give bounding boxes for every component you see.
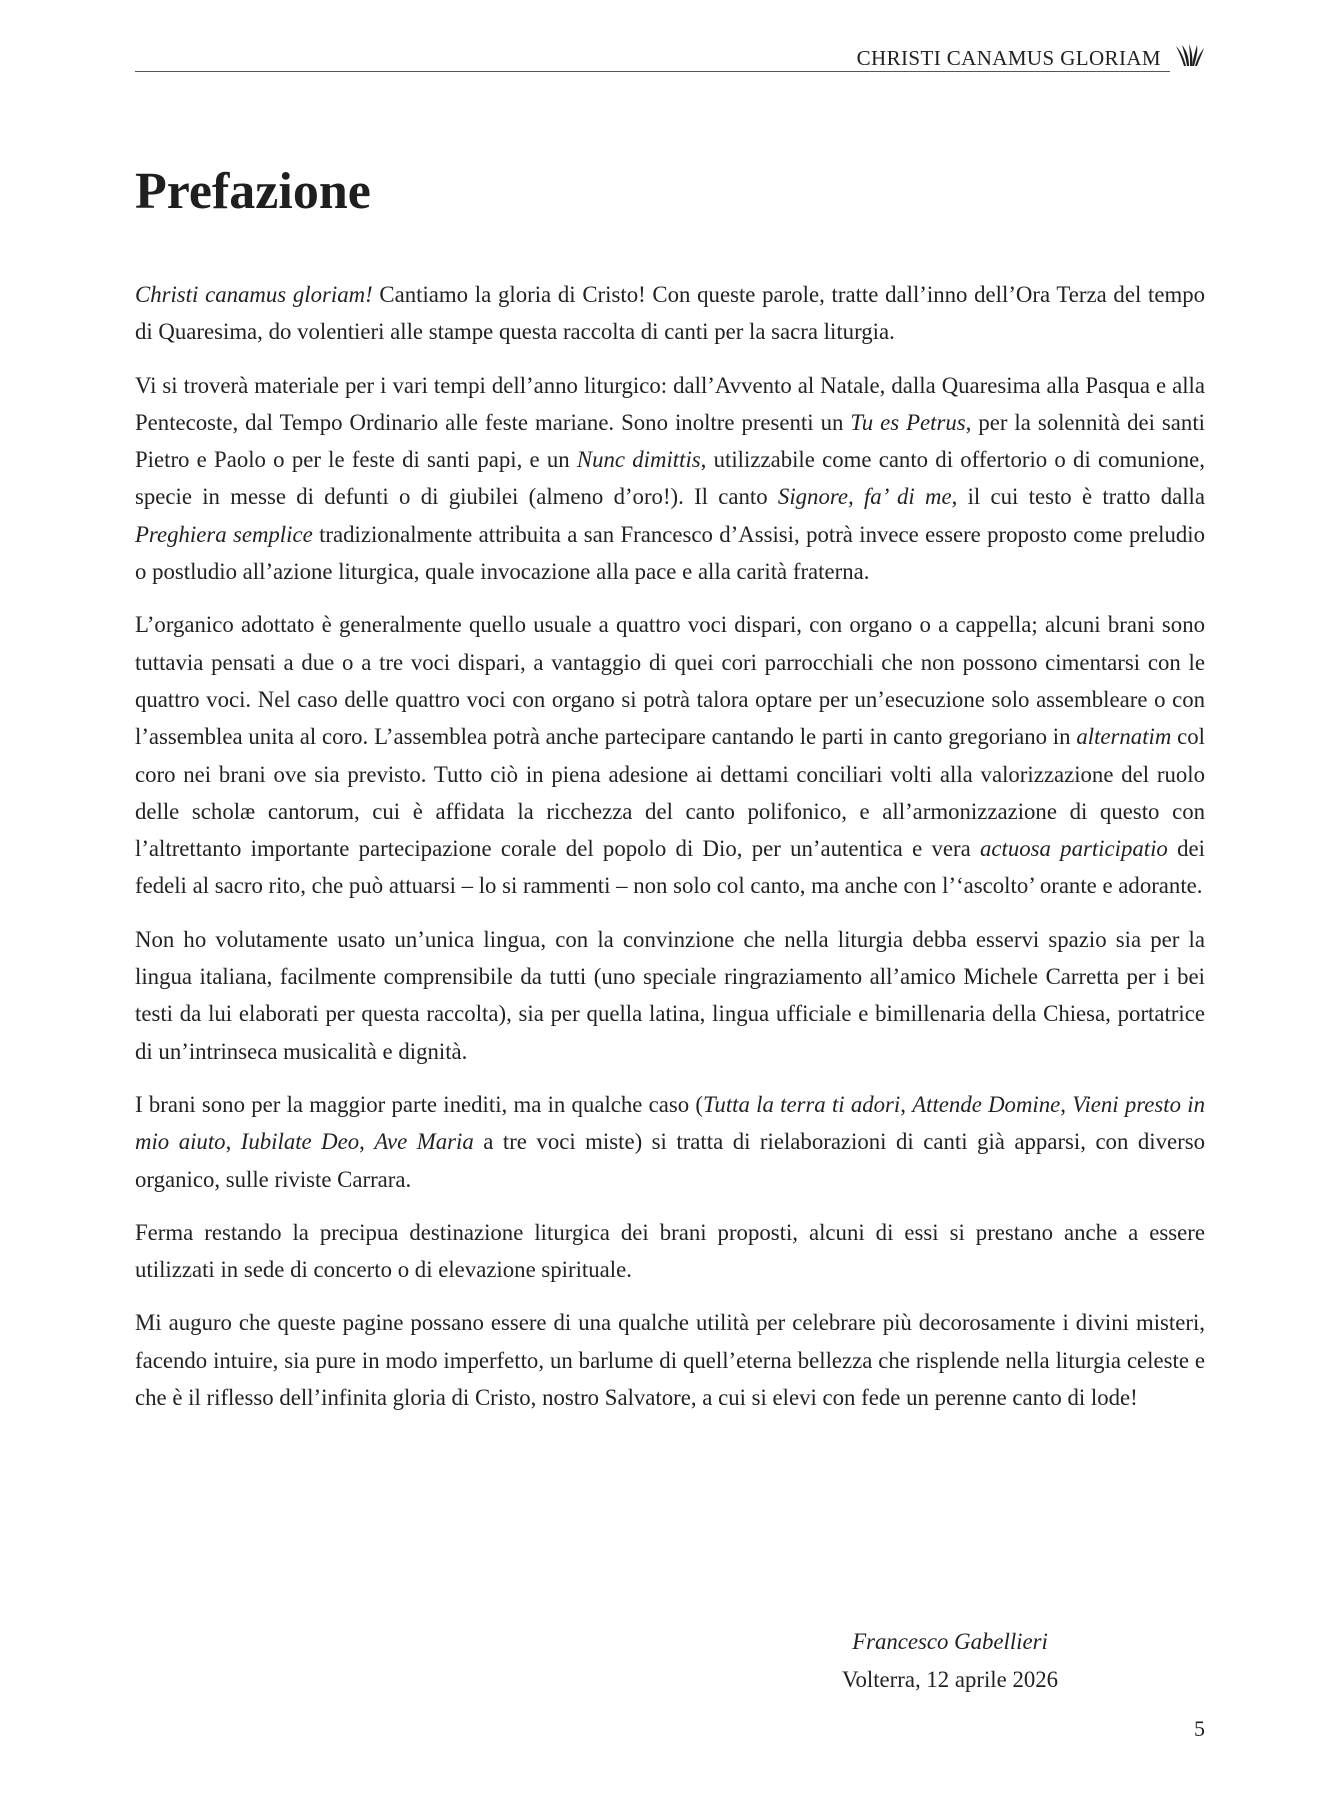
signature-name: Francesco Gabellieri (852, 1629, 1048, 1654)
text-run: , (1060, 1091, 1073, 1117)
page-title: Prefazione (135, 163, 371, 220)
text-run: Mi auguro che queste pagine possano essere di una qualche utilità per celebrare più decorosamente i divini misteri, facendo intuire, sia pure in modo imperfetto, un barlume di quell’eterna bellezza che risplende nella liturgia celeste e che è il riflesso dell’infinita gloria di Cristo, nostro Salvatore, a cui si elevi con fede un perenne canto di lode! (135, 1310, 1205, 1411)
paragraph (135, 1304, 1205, 1416)
italic-text: alternatim (1076, 724, 1172, 750)
italic-text: Ave Maria (374, 1129, 474, 1155)
running-header (135, 40, 1205, 74)
paragraph (135, 276, 1205, 351)
italic-text: Tutta la terra ti adori (703, 1091, 901, 1117)
text-run: tradizionalmente attribuita a san Francesco d’Assisi, potrà invece essere proposto come preludio o postludio all’azione liturgica, quale invocazione alla pace e alla carità fraterna. (135, 521, 1206, 585)
text-run: dei fedeli al sacro rito, che può attuarsi – lo si rammenti – non solo col canto, ma anche con l’‘ascolto’ orante e adorante. (135, 836, 1205, 899)
paragraph (135, 606, 1205, 904)
italic-text: Signore, fa’ di me (777, 484, 952, 510)
header-rule (135, 71, 1170, 72)
text-run: , (225, 1129, 241, 1155)
italic-text: Attende Domine (912, 1091, 1061, 1117)
text-run: Cantiamo la gloria di Cristo! Con queste parole, tratte dall’inno dell’Ora Terza del tempo di Quaresima, do volentieri alle stampe questa raccolta di canti per la sacra liturgia. (135, 282, 1205, 345)
text-run: , (359, 1129, 375, 1155)
italic-text: Preghiera semplice (135, 521, 313, 547)
text-run: L’organico adottato è generalmente quello usuale a quattro voci dispari, con organo o a cappella; alcuni brani sono tuttavia pensati a due o a tre voci dispari, a vantaggio di quei cori parrocchiali che non possono cimentarsi con le quattro voci. Nel caso delle quattro voci con organo si potrà talora optare per un’esecuzione solo assembleare o con l’assemblea unita al coro. L’assemblea potrà anche partecipare cantando le parti in canto gregoriano in (135, 612, 1205, 750)
preface-body (135, 276, 1205, 1416)
italic-text: actuosa participatio (979, 836, 1168, 862)
signature-block (760, 1623, 1140, 1699)
italic-text: Christi canamus gloriam! (135, 282, 373, 307)
text-run: , (900, 1091, 913, 1117)
signature-place-date: Volterra, 12 aprile 2026 (841, 1667, 1059, 1692)
text-run: I brani sono per la maggior parte inediti, ma in qualche caso ( (135, 1091, 704, 1117)
text-run: , il cui testo è tratto dalla (951, 484, 1206, 510)
page-number: 5 (1194, 1716, 1205, 1741)
palm-fronds-icon (1173, 44, 1205, 68)
italic-text: Vieni presto in mio aiuto (135, 1091, 1205, 1155)
text-run: , per la solennità dei santi Pietro e Paolo o per le feste di santi papi, e un (135, 409, 1205, 473)
paragraph (135, 921, 1205, 1070)
paragraph (135, 1086, 1205, 1198)
text-run: Vi si troverà materiale per i vari tempi dell’anno liturgico: dall’Avvento al Natale, dalla Quaresima alla Pasqua e alla Pentecoste, dal Tempo Ordinario alle feste mariane. Sono inoltre presenti un (135, 372, 1205, 435)
text-run: col coro nei brani ove sia previsto. Tutto ciò in piena adesione ai dettami conciliari volti alla valorizzazione del ruolo delle scholæ cantorum, cui è affidata la ricchezza del canto polifonico, e all’armonizzazione di questo con l’altrettanto importante partecipazione corale del popolo di Dio, per un’autentica e vera (135, 724, 1205, 862)
running-title: CHRISTI CANAMUS GLORIAM (856, 46, 1161, 70)
italic-text: Nunc dimittis (576, 447, 701, 473)
italic-text: Iubilate Deo (240, 1129, 360, 1155)
paragraph (135, 367, 1205, 591)
text-run: a tre voci miste) si tratta di rielaborazioni di canti già apparsi, con diverso organico, sulle riviste Carrara. (135, 1129, 1205, 1192)
italic-text: Tu es Petrus (850, 409, 966, 435)
paragraph (135, 1214, 1205, 1289)
text-run: Non ho volutamente usato un’unica lingua, con la convinzione che nella liturgia debba esservi spazio sia per la lingua italiana, facilmente comprensibile da tutti (uno speciale ringraziamento all’amico Michele Carretta per i bei testi da lui elaborati per questa raccolta), sia per quella latina, lingua ufficiale e bimillenaria della Chiesa, portatrice di un’intrinseca musicalità e dignità. (135, 926, 1205, 1064)
text-run: , utilizzabile come canto di offertorio o di comunione, specie in messe di defunti o di giubilei (almeno d’oro!). Il canto (135, 447, 1206, 510)
text-run: Ferma restando la precipua destinazione liturgica dei brani proposti, alcuni di essi si prestano anche a essere utilizzati in sede di concerto o di elevazione spirituale. (135, 1219, 1205, 1283)
